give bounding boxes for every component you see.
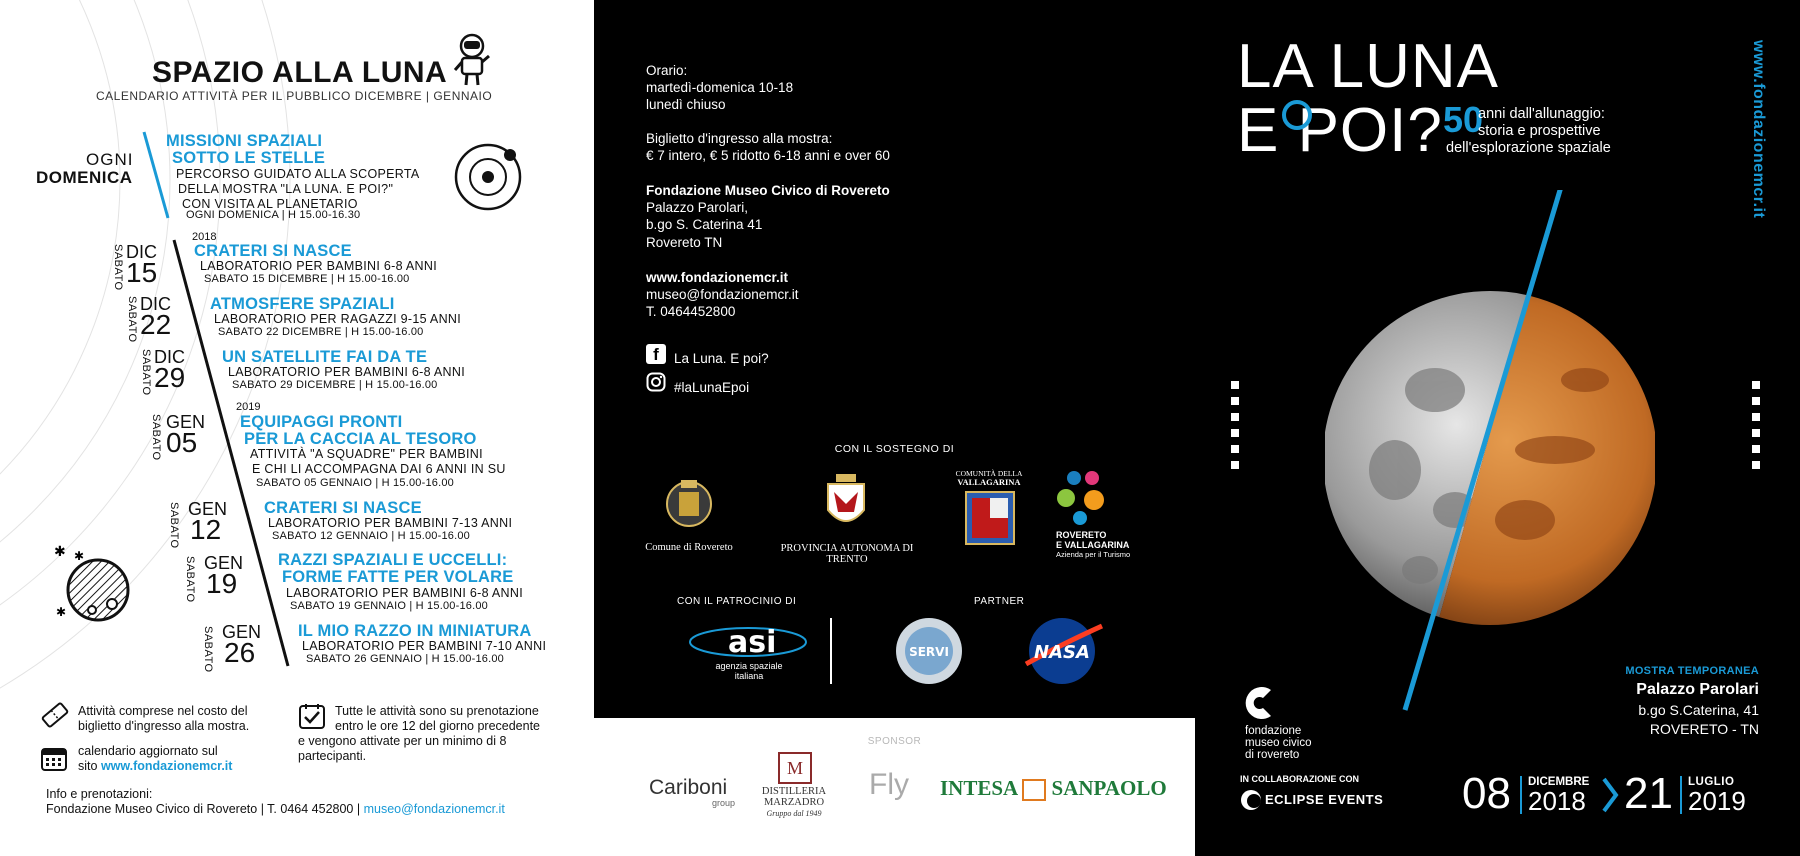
chevron-right-icon [1600, 776, 1620, 814]
exhibition-title-line1: LA LUNA [1237, 32, 1500, 101]
event-time: SABATO 29 DICEMBRE | H 15.00-16.00 [232, 379, 438, 391]
calendar-icon [40, 744, 68, 772]
calendar-subtitle: CALENDARIO ATTIVITÀ PER IL PUBBLICO DICEMBRE | GENNAIO [96, 89, 493, 103]
nasa-logo [1022, 614, 1106, 688]
weekly-label-ogni: OGNI [86, 150, 134, 169]
event-month: GEN [166, 412, 206, 432]
event-month: GEN [188, 499, 228, 519]
event-desc: LABORATORIO PER BAMBINI 7-10 ANNI [302, 639, 547, 653]
event-desc: LABORATORIO PER BAMBINI 6-8 ANNI [228, 365, 465, 379]
logo-caption-rovereto: Comune di Rovereto [645, 542, 733, 553]
hours-label: Orario: [646, 63, 688, 78]
date-separator [1520, 776, 1522, 814]
title-orbit-accent [1282, 100, 1312, 130]
event-title-line2: FORME FATTE PER VOLARE [282, 568, 514, 586]
event-desc: LABORATORIO PER BAMBINI 6-8 ANNI [200, 259, 437, 273]
fondazione-name: fondazione museo civico di rovereto [1245, 725, 1312, 761]
address-line1: Palazzo Parolari, [646, 200, 749, 215]
info-contacts: Fondazione Museo Civico di Rovereto | T. 0464 452800 | museo@fondazionemcr.it [46, 802, 505, 816]
venue-city: ROVERETO - TN [1649, 721, 1759, 737]
venue-name: Palazzo Parolari [1636, 681, 1759, 698]
event-day-number: 05 [166, 427, 198, 458]
ticket-note-line1: Attività comprese nel costo del [78, 704, 248, 718]
start-day: 08 [1462, 769, 1511, 818]
ticket-label: Biglietto d'ingresso alla mostra: [646, 131, 833, 146]
hours-open: martedì-domenica 10-18 [646, 80, 794, 95]
event-time: SABATO 19 GENNAIO | H 15.00-16.00 [290, 600, 488, 612]
exhibition-type: MOSTRA TEMPORANEA [1625, 665, 1759, 677]
event-title: ATMOSFERE SPAZIALI [210, 295, 395, 313]
info-panel [594, 0, 1195, 718]
moon-mars-image [1325, 190, 1655, 720]
event-title: IL MIO RAZZO IN MINIATURA [298, 622, 532, 640]
event-desc: ATTIVITÀ "A SQUADRE" PER BAMBINI [250, 447, 483, 461]
event-weekday: SABATO [202, 626, 214, 673]
event-desc: LABORATORIO PER RAGAZZI 9-15 ANNI [214, 312, 461, 326]
svg-text:asi: asi [728, 625, 777, 660]
instagram-icon [646, 372, 666, 392]
exhibition-title-line2: E POI? [1237, 96, 1443, 165]
event-time: SABATO 05 GENNAIO | H 15.00-16.00 [256, 477, 454, 489]
sponsor-panel [594, 718, 1195, 856]
date-separator [1680, 776, 1682, 814]
booking-note-line2: entro le ore 12 del giorno precedente [335, 719, 541, 733]
calendar-note-line1: calendario aggiornato sul [78, 744, 218, 758]
event-month: GEN [222, 622, 262, 642]
orbit-icon [452, 140, 526, 214]
weekly-title-1: MISSIONI SPAZIALI [166, 132, 323, 150]
marzadro-logo: M [778, 752, 812, 784]
event-day-number: 12 [190, 514, 222, 545]
event-day-number: 26 [224, 637, 256, 668]
info-label: Info e prenotazioni: [46, 787, 153, 801]
year-2018: 2018 [192, 231, 217, 243]
event-title: CRATERI SI NASCE [264, 499, 422, 517]
svg-text:✱: ✱ [56, 605, 67, 619]
start-month: DICEMBRE [1528, 776, 1590, 788]
address-line2: b.go S. Caterina 41 [646, 217, 763, 232]
svg-text:✱: ✱ [54, 544, 66, 560]
calendar-title: SPAZIO ALLA LUNA [152, 56, 448, 89]
end-month: LUGLIO [1688, 776, 1735, 788]
ticket-price: € 7 intero, € 5 ridotto 6-18 anni e over 60 [646, 148, 890, 163]
eclipse-events: ECLIPSE EVENTS [1265, 792, 1384, 807]
event-title: RAZZI SPAZIALI E UCCELLI: [278, 551, 508, 569]
tagline: anni dall'allunaggio: storia e prospettive dell'esplorazione spaziale [1446, 106, 1611, 156]
servi-logo [894, 616, 964, 686]
email-link[interactable]: museo@fondazionemcr.it [363, 802, 505, 816]
event-month: DIC [154, 347, 185, 367]
left-dots-decoration [1231, 381, 1239, 477]
website-link[interactable]: www.fondazionemcr.it [100, 759, 233, 773]
start-year: 2018 [1528, 786, 1586, 816]
website-link[interactable]: www.fondazionemcr.it [646, 270, 789, 285]
event-weekday: SABATO [168, 502, 180, 549]
calendar-note-line2: sito www.fondazionemcr.it [78, 759, 233, 773]
event-day-number: 22 [140, 309, 172, 340]
activity-calendar-panel [0, 0, 594, 856]
end-day: 21 [1624, 769, 1673, 818]
hours-closed: lunedì chiuso [646, 97, 726, 112]
rovereto-crest-logo [664, 474, 714, 534]
event-title: EQUIPAGGI PRONTI [240, 413, 403, 431]
event-weekday: SABATO [126, 296, 138, 343]
sponsor-cariboni: Cariboni [649, 776, 728, 799]
support-label: CON IL SOSTEGNO DI [834, 443, 955, 455]
anniversary-number: 50 [1443, 99, 1484, 140]
vallagarina-crest-logo [962, 490, 1018, 552]
year-2019: 2019 [236, 401, 261, 413]
event-time: SABATO 15 DICEMBRE | H 15.00-16.00 [204, 273, 410, 285]
event-month: DIC [140, 294, 171, 314]
instagram-hashtag[interactable]: #laLunaEpoi [674, 380, 750, 395]
end-year: 2019 [1688, 786, 1746, 816]
event-desc-line2: E CHI LI ACCOMPAGNA DAI 6 ANNI IN SU [252, 462, 506, 476]
event-weekday: SABATO [140, 349, 152, 396]
patronage-label: CON IL PATROCINIO DI [677, 596, 797, 607]
vertical-website[interactable]: www.fondazionemcr.it [1750, 40, 1767, 219]
booking-note-line3: e vengono attivate per un minimo di 8 [298, 734, 507, 748]
weekly-time: OGNI DOMENICA | H 15.00-16.30 [186, 209, 361, 221]
event-desc: LABORATORIO PER BAMBINI 6-8 ANNI [286, 586, 523, 600]
sponsor-fly: Fly [869, 768, 909, 801]
ticket-icon [40, 700, 70, 730]
sponsor-marzadro: DISTILLERIA MARZADRO Gruppo dal 1949 [761, 786, 827, 818]
event-month: GEN [204, 553, 244, 573]
event-title: UN SATELLITE FAI DA TE [222, 348, 428, 366]
weekly-desc-2: DELLA MOSTRA "LA LUNA. E POI?" [178, 182, 394, 196]
right-dots-decoration [1752, 381, 1760, 477]
svg-text:NASA: NASA [1034, 642, 1090, 663]
event-month: DIC [126, 242, 157, 262]
booking-note-line1: Tutte le attività sono su prenotazione [335, 704, 539, 718]
weekly-label-domenica: DOMENICA [36, 168, 133, 187]
booking-note-line4: partecipanti. [298, 749, 367, 763]
sponsor-intesa: INTESA SANPAOLO [940, 776, 1167, 800]
logo-caption-apt: ROVERETO E VALLAGARINA Azienda per il Turismo [1056, 530, 1131, 559]
provincia-trento-logo [824, 472, 868, 534]
event-day-number: 19 [206, 568, 238, 599]
event-time: SABATO 12 GENNAIO | H 15.00-16.00 [272, 530, 470, 542]
event-title-line2: PER LA CACCIA AL TESORO [244, 430, 477, 448]
logo-caption-vallagarina: COMUNITÀ DELLA VALLAGARINA [955, 469, 1023, 487]
weekly-desc-1: PERCORSO GUIDATO ALLA SCOPERTA [176, 167, 420, 181]
logo-caption-trento: PROVINCIA AUTONOMA DI TRENTO [780, 543, 914, 565]
cover-panel [1195, 0, 1800, 856]
weekly-title-2: SOTTO LE STELLE [172, 149, 326, 167]
phone-number: T. 0464452800 [646, 304, 736, 319]
svg-text:SERVI: SERVI [909, 645, 949, 659]
checklist-icon [298, 702, 326, 730]
planet-icon [52, 542, 136, 626]
event-day-number: 29 [154, 362, 186, 393]
event-time: SABATO 22 DICEMBRE | H 15.00-16.00 [218, 326, 424, 338]
organization-name: Fondazione Museo Civico di Rovereto [646, 183, 890, 198]
event-time: SABATO 26 GENNAIO | H 15.00-16.00 [306, 653, 504, 665]
facebook-page[interactable]: La Luna. E poi? [674, 351, 769, 366]
event-weekday: SABATO [150, 414, 162, 461]
asi-caption: agenzia spaziale italiana [715, 661, 783, 681]
venue-address: b.go S.Caterina, 41 [1638, 702, 1759, 718]
eclipse-logo [1241, 790, 1261, 810]
event-weekday: SABATO [112, 244, 124, 291]
facebook-icon: f [646, 344, 666, 364]
fondazione-logo [1237, 682, 1277, 726]
sponsor-label: SPONSOR [867, 736, 922, 747]
ticket-note-line2: biglietto d'ingresso alla mostra. [78, 719, 250, 733]
apt-rovereto-logo [1056, 468, 1112, 528]
event-desc: LABORATORIO PER BAMBINI 7-13 ANNI [268, 516, 513, 530]
partner-label: PARTNER [974, 596, 1025, 607]
event-weekday: SABATO [184, 556, 196, 603]
weekly-desc-3: CON VISITA AL PLANETARIO [182, 197, 358, 211]
sponsor-cariboni-sub: group [712, 798, 736, 808]
astronaut-icon [452, 32, 494, 88]
collaboration-label: IN COLLABORAZIONE CON [1240, 774, 1359, 784]
email-link[interactable]: museo@fondazionemcr.it [646, 287, 799, 302]
svg-text:✱: ✱ [74, 549, 85, 563]
event-day-number: 15 [126, 257, 158, 288]
partner-divider [830, 618, 832, 684]
address-line3: Rovereto TN [646, 235, 723, 250]
event-title: CRATERI SI NASCE [194, 242, 352, 260]
